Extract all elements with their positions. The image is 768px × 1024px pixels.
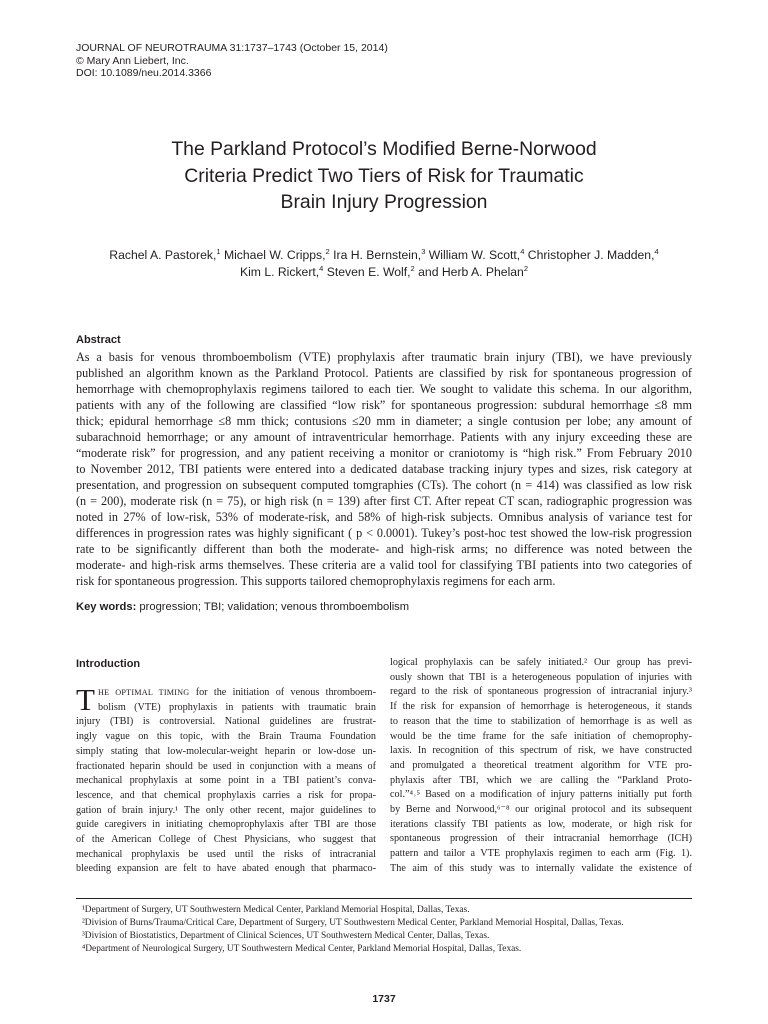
abstract-line: presentation, and progression on subsequent computed tomgraphies (CTs). The cohort (n = 414) was classified as low risk — [76, 478, 692, 492]
abstract-line: (n = 200), moderate risk (n = 75), or high risk (n = 139) after first CT. After repeat CT scan, radiographic progression was — [76, 494, 692, 508]
abstract-line: to November 2012, TBI patients were entered into a dedicated database tracking injury types and sizes, risk category at — [76, 462, 692, 476]
abstract-line: risk for spontaneous progression. This supports tailored chemoprophylaxis regimens for each arm. — [76, 574, 556, 588]
page-number: 1737 — [372, 993, 396, 1005]
abstract-line: published an algorithm known as the Parkland Protocol. Patients are classified by risk for spontaneous progression of — [76, 366, 692, 380]
body-line: If the risk for expansion of hemorrhage is heterogeneous, it stands — [390, 701, 692, 713]
body-line: injury (TBI) is controversial. National guidelines are frustrat- — [76, 716, 376, 728]
author-name: Christopher J. Madden, — [527, 248, 655, 262]
doi: DOI: 10.1089/neu.2014.3366 — [76, 67, 212, 79]
body-line: simply stating that low-molecular-weight heparin or low-dose un- — [76, 745, 376, 757]
title-line: Criteria Predict Two Tiers of Risk for Traumatic — [184, 164, 584, 187]
body-line: lescence, and that chemical prophylaxis carries a risk for propa- — [76, 789, 376, 801]
left-column — [76, 682, 376, 877]
body-line: to reason that the time to stabilization of hemorrhage is as well as — [390, 715, 692, 727]
keywords — [76, 601, 409, 613]
body-line: would be the time frame for the safe initiation of chemoprophy- — [390, 730, 692, 742]
abstract-line: “moderate risk” for progression, and any patient receiving a monitor or craniotomy is “high risk.” From February 2010 — [76, 446, 692, 460]
footnote: ¹Department of Surgery, UT Southwestern Medical Center, Parkland Memorial Hospital, Dallas, Texas. — [82, 905, 470, 915]
small-caps-lead: HE OPTIMAL TIMING — [98, 688, 190, 697]
body-line: guide caregivers in initiating chemoprophylaxis after TBI are those — [76, 819, 376, 831]
abstract-line: As a basis for venous thromboembolism (VTE) prophylaxis after traumatic brain injury (TBI), we have previously — [76, 350, 692, 364]
article-title — [60, 136, 708, 216]
affiliation-marker: 4 — [520, 246, 525, 256]
abstract-line: noted in 27% of low-risk, 53% of moderate-risk, and 58% of high-risk subjects. Omnibus analysis of variance test for — [76, 510, 692, 524]
body-line: pattern and tailor a VTE prophylaxis regimen to each arm (Fig. 1). — [390, 848, 692, 860]
drop-cap: T — [76, 682, 95, 717]
abstract-line: differences in progression rates was highly significant ( p < 0.0001). Tukey’s post-hoc test showed the low-risk progression — [76, 526, 692, 540]
affiliation-marker: 2 — [523, 263, 529, 273]
abstract-line: thick; epidural hemorrhage ≤8 mm thick; contusions ≤20 mm in diameter; a single contusion per lobe; any amount of — [76, 414, 692, 428]
body-line: mechanical prophylaxis at some point in a TBI patient’s conva- — [76, 775, 376, 787]
body-line: laxis. In recognition of this spectrum of risk, we have constructed — [390, 745, 692, 757]
body-line: The aim of this study was to internally validate the existence of — [390, 862, 692, 874]
body-line: mechanical prophylaxis be used until the risks of intracranial — [76, 848, 376, 860]
author-line-1 — [60, 247, 708, 264]
keywords-text: progression; TBI; validation; venous thromboembolism — [136, 601, 410, 613]
author-name: Steven E. Wolf, — [326, 265, 411, 279]
body-line — [76, 686, 376, 701]
affiliation-marker: 2 — [410, 263, 415, 273]
abstract-body — [76, 349, 692, 589]
copyright: © Mary Ann Liebert, Inc. — [76, 54, 189, 67]
footnote: ⁴Department of Neurological Surgery, UT Southwestern Medical Center, Parkland Memorial Hospital, Dallas, Texas. — [82, 944, 522, 954]
footnote-rule — [76, 898, 692, 899]
affiliation-marker: 4 — [654, 246, 659, 256]
body-line: phylaxis after TBI, which we are calling the “Parkland Proto- — [390, 774, 692, 786]
body-line: regard to the risk of spontaneous progression of intracranial injury.³ — [390, 686, 692, 698]
title-line: The Parkland Protocol’s Modified Berne-Norwood — [171, 138, 597, 160]
abstract-heading: Abstract — [76, 334, 121, 346]
right-column — [390, 656, 692, 877]
body-line: by Berne and Norwood,⁶⁻⁸ our original protocol and its subsequent — [390, 804, 692, 816]
affiliation-marker: 1 — [216, 246, 221, 256]
title-line: Brain Injury Progression — [280, 191, 488, 213]
keywords-label: Key words: — [76, 601, 137, 613]
footnote: ²Division of Burns/Trauma/Critical Care, Department of Surgery, UT Southwestern Medical Center, Parkland Memorial Hospital, Dallas, Texas. — [82, 918, 624, 928]
body-line: iterations classify TBI patients as low, moderate, or high risk for — [390, 818, 692, 830]
footnote: ³Division of Biostatistics, Department of Clinical Sciences, UT Southwestern Medical Center, Dallas, Texas. — [82, 931, 490, 941]
abstract-line: hemorrhage with chemoprophylaxis regimens tailored to each tier. We sought to validate this schema. In our algorithm, — [76, 382, 692, 396]
body-line: ously shown that TBI is a heterogeneous population of injuries with — [390, 671, 692, 683]
body-line: spontaneous progression of their intracranial hemorrhage (ICH) — [390, 833, 692, 845]
affiliation-marker: 3 — [421, 246, 426, 256]
body-line: of the American College of Chest Physicians, who suggest that — [76, 834, 376, 846]
journal-header — [76, 42, 388, 80]
body-line: bleeding expansion are felt to have abated enough that pharmaco- — [76, 863, 376, 875]
abstract-line: moderate- and high-risk arms themselves. These criteria are a valid tool for classifying TBI patients into two categories of — [76, 558, 692, 572]
author-name: and Herb A. Phelan — [418, 265, 524, 279]
body-line: and promulgated a theoretical treatment algorithm for VTE pro- — [390, 759, 692, 771]
author-name: Ira H. Bernstein, — [333, 248, 422, 262]
author-name: Kim L. Rickert, — [239, 265, 320, 279]
author-line-2 — [60, 264, 708, 281]
abstract-line: rate to be significantly different than both the moderate- and high-risk arms; no difference was noted between the — [76, 542, 692, 556]
author-list — [60, 247, 708, 281]
journal-citation: JOURNAL OF NEUROTRAUMA 31:1737–1743 (October 15, 2014) — [76, 42, 388, 54]
abstract-line: patients with any of the following are classified “low risk” for spontaneous progression: subdural hemorrhage ≤8 mm — [76, 398, 692, 412]
body-line: col.”⁴˒⁵ Based on a modification of injury patterns initially put forth — [390, 789, 692, 801]
abstract-line: subarachnoid hemorrhage; or any amount of intraventricular hemorrhage. Patients with any injury exceeding these are — [76, 430, 692, 444]
author-name: Michael W. Cripps, — [223, 248, 326, 262]
author-name: William W. Scott, — [428, 248, 521, 262]
affiliation-marker: 4 — [319, 263, 324, 273]
affiliation-footnotes — [82, 904, 624, 956]
author-name: Rachel A. Pastorek, — [109, 248, 217, 262]
body-line: fractionated heparin should be used in conjunction with a means of — [76, 760, 376, 772]
body-line: ingly vague on this topic, with the Brain Trauma Foundation — [76, 731, 376, 743]
body-line: gation of brain injury.¹ The only other recent, major guidelines to — [76, 804, 376, 816]
body-line: bolism (VTE) prophylaxis in patients with traumatic brain — [98, 701, 376, 713]
body-line-text: for the initiation of venous thromboem- — [189, 687, 376, 698]
body-line: logical prophylaxis can be safely initiated.² Our group has previ- — [390, 657, 692, 668]
affiliation-marker: 2 — [325, 246, 330, 256]
introduction-heading: Introduction — [76, 658, 141, 670]
